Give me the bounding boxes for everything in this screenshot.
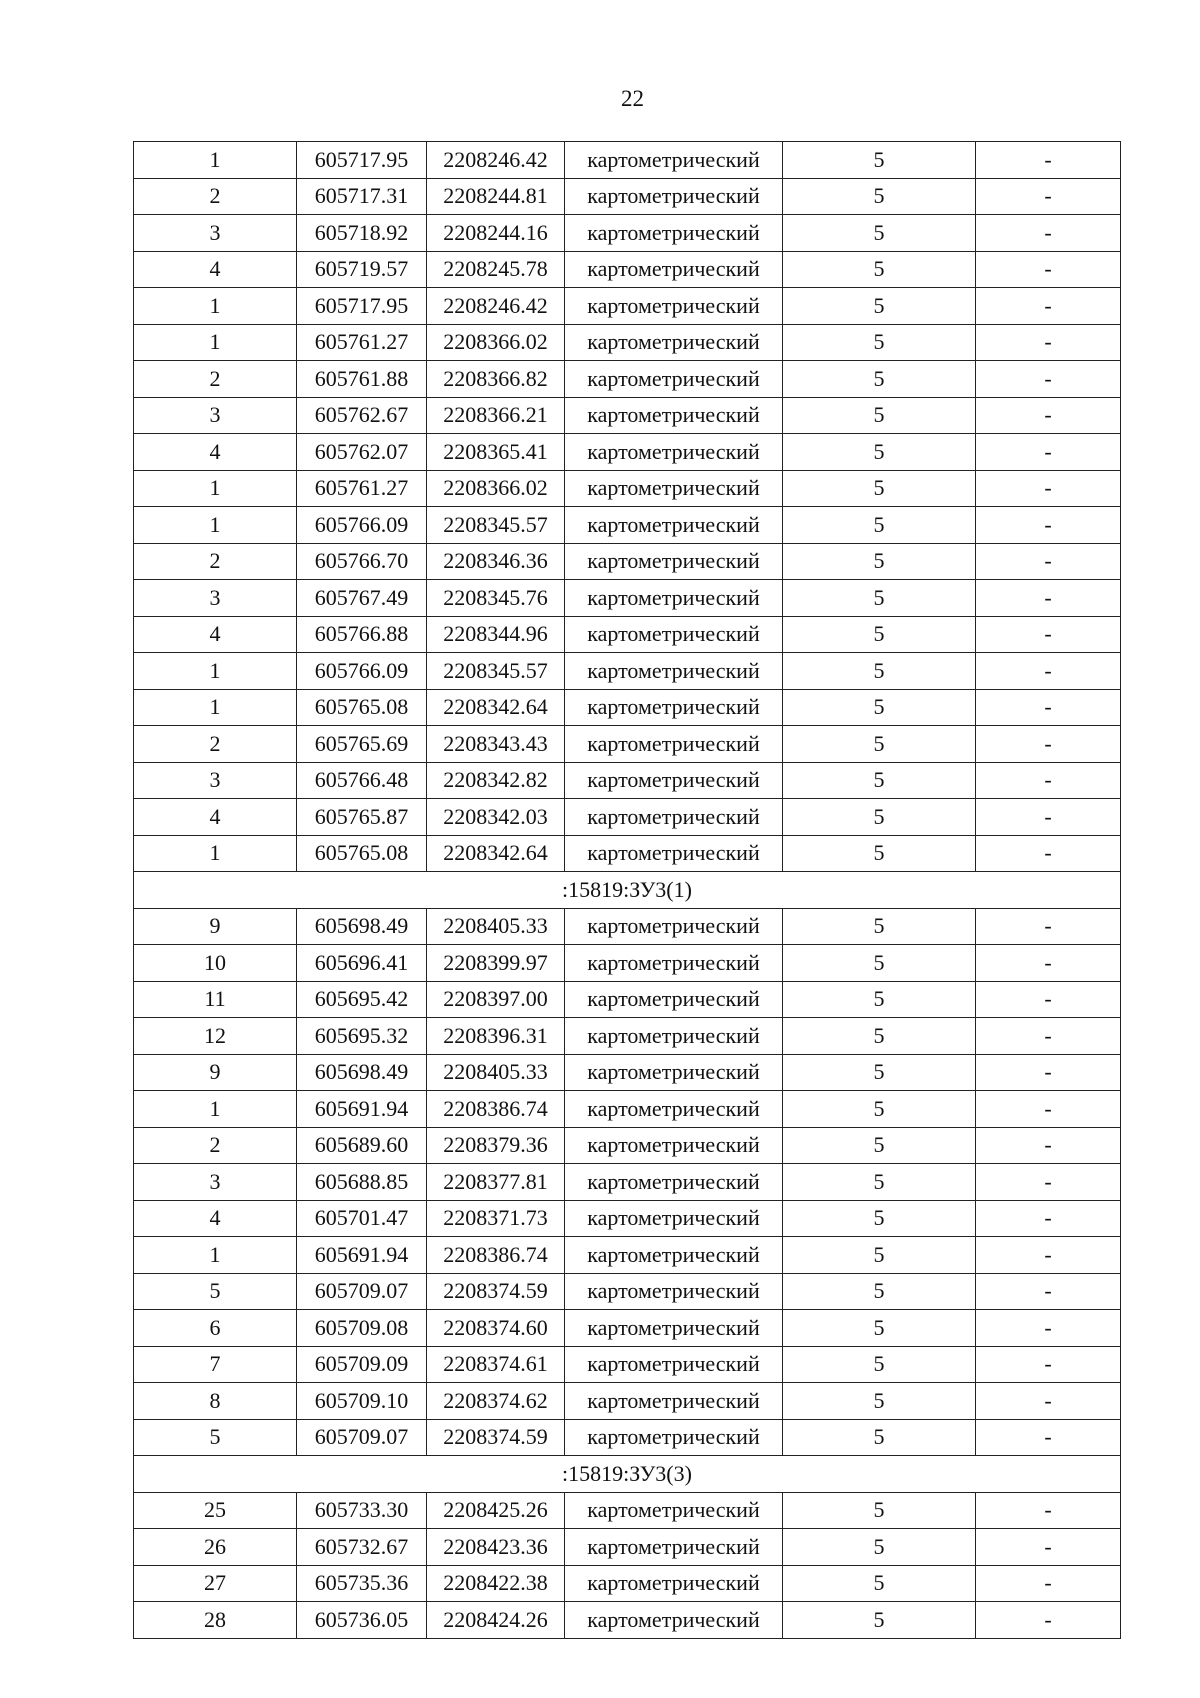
point-number-cell: 1: [134, 1091, 297, 1128]
x-coordinate-cell: 605689.60: [297, 1127, 427, 1164]
table-row: [134, 1346, 1121, 1383]
table-row: [134, 142, 1121, 179]
method-cell: картометрический: [565, 1529, 783, 1566]
table-row: [134, 1492, 1121, 1529]
accuracy-cell: 5: [783, 1602, 976, 1639]
x-coordinate-cell: 605761.27: [297, 470, 427, 507]
method-cell: картометрический: [565, 178, 783, 215]
point-number-cell: 25: [134, 1492, 297, 1529]
section-header-row: [134, 1456, 1121, 1493]
table-row: [134, 1091, 1121, 1128]
accuracy-cell: 5: [783, 762, 976, 799]
method-cell: картометрический: [565, 1419, 783, 1456]
y-coordinate-cell: 2208366.02: [427, 324, 565, 361]
y-coordinate-cell: 2208374.59: [427, 1419, 565, 1456]
table-row: [134, 1018, 1121, 1055]
accuracy-cell: 5: [783, 1529, 976, 1566]
accuracy-cell: 5: [783, 215, 976, 252]
method-cell: картометрический: [565, 689, 783, 726]
description-cell: -: [976, 1054, 1121, 1091]
accuracy-cell: 5: [783, 361, 976, 398]
point-number-cell: 12: [134, 1018, 297, 1055]
description-cell: -: [976, 762, 1121, 799]
y-coordinate-cell: 2208425.26: [427, 1492, 565, 1529]
y-coordinate-cell: 2208423.36: [427, 1529, 565, 1566]
method-cell: картометрический: [565, 507, 783, 544]
description-cell: -: [976, 799, 1121, 836]
accuracy-cell: 5: [783, 1237, 976, 1274]
y-coordinate-cell: 2208345.57: [427, 653, 565, 690]
x-coordinate-cell: 605761.88: [297, 361, 427, 398]
accuracy-cell: 5: [783, 1310, 976, 1347]
point-number-cell: 2: [134, 178, 297, 215]
table-row: [134, 945, 1121, 982]
x-coordinate-cell: 605688.85: [297, 1164, 427, 1201]
table-row: [134, 1529, 1121, 1566]
description-cell: -: [976, 1091, 1121, 1128]
method-cell: картометрический: [565, 251, 783, 288]
description-cell: -: [976, 397, 1121, 434]
description-cell: -: [976, 251, 1121, 288]
point-number-cell: 27: [134, 1565, 297, 1602]
table-row: [134, 288, 1121, 325]
x-coordinate-cell: 605735.36: [297, 1565, 427, 1602]
point-number-cell: 1: [134, 835, 297, 872]
point-number-cell: 4: [134, 434, 297, 471]
x-coordinate-cell: 605767.49: [297, 580, 427, 617]
x-coordinate-cell: 605762.67: [297, 397, 427, 434]
method-cell: картометрический: [565, 1273, 783, 1310]
y-coordinate-cell: 2208374.61: [427, 1346, 565, 1383]
x-coordinate-cell: 605718.92: [297, 215, 427, 252]
y-coordinate-cell: 2208405.33: [427, 1054, 565, 1091]
coordinates-table-body: [134, 142, 1121, 1639]
y-coordinate-cell: 2208345.57: [427, 507, 565, 544]
point-number-cell: 1: [134, 1237, 297, 1274]
coordinates-table: [133, 141, 1121, 1639]
table-row: [134, 1164, 1121, 1201]
y-coordinate-cell: 2208246.42: [427, 142, 565, 179]
accuracy-cell: 5: [783, 470, 976, 507]
point-number-cell: 3: [134, 580, 297, 617]
point-number-cell: 1: [134, 689, 297, 726]
x-coordinate-cell: 605695.42: [297, 981, 427, 1018]
accuracy-cell: 5: [783, 1054, 976, 1091]
accuracy-cell: 5: [783, 288, 976, 325]
description-cell: -: [976, 543, 1121, 580]
accuracy-cell: 5: [783, 397, 976, 434]
description-cell: -: [976, 908, 1121, 945]
x-coordinate-cell: 605691.94: [297, 1091, 427, 1128]
accuracy-cell: 5: [783, 251, 976, 288]
x-coordinate-cell: 605717.95: [297, 142, 427, 179]
table-row: [134, 689, 1121, 726]
method-cell: картометрический: [565, 288, 783, 325]
x-coordinate-cell: 605691.94: [297, 1237, 427, 1274]
method-cell: картометрический: [565, 1602, 783, 1639]
y-coordinate-cell: 2208342.82: [427, 762, 565, 799]
point-number-cell: 2: [134, 543, 297, 580]
x-coordinate-cell: 605701.47: [297, 1200, 427, 1237]
method-cell: картометрический: [565, 543, 783, 580]
method-cell: картометрический: [565, 945, 783, 982]
method-cell: картометрический: [565, 835, 783, 872]
description-cell: -: [976, 616, 1121, 653]
x-coordinate-cell: 605761.27: [297, 324, 427, 361]
description-cell: -: [976, 470, 1121, 507]
description-cell: -: [976, 324, 1121, 361]
method-cell: картометрический: [565, 616, 783, 653]
point-number-cell: 28: [134, 1602, 297, 1639]
point-number-cell: 4: [134, 251, 297, 288]
accuracy-cell: 5: [783, 689, 976, 726]
accuracy-cell: 5: [783, 543, 976, 580]
description-cell: -: [976, 1237, 1121, 1274]
method-cell: картометрический: [565, 215, 783, 252]
y-coordinate-cell: 2208342.64: [427, 689, 565, 726]
point-number-cell: 9: [134, 1054, 297, 1091]
x-coordinate-cell: 605695.32: [297, 1018, 427, 1055]
description-cell: -: [976, 1200, 1121, 1237]
point-number-cell: 3: [134, 762, 297, 799]
y-coordinate-cell: 2208379.36: [427, 1127, 565, 1164]
table-row: [134, 1565, 1121, 1602]
x-coordinate-cell: 605709.08: [297, 1310, 427, 1347]
y-coordinate-cell: 2208424.26: [427, 1602, 565, 1639]
y-coordinate-cell: 2208346.36: [427, 543, 565, 580]
point-number-cell: 2: [134, 726, 297, 763]
table-row: [134, 580, 1121, 617]
table-row: [134, 1602, 1121, 1639]
x-coordinate-cell: 605696.41: [297, 945, 427, 982]
method-cell: картометрический: [565, 361, 783, 398]
y-coordinate-cell: 2208345.76: [427, 580, 565, 617]
x-coordinate-cell: 605732.67: [297, 1529, 427, 1566]
section-label: :15819:ЗУ3(3): [134, 1456, 1121, 1493]
accuracy-cell: 5: [783, 1127, 976, 1164]
point-number-cell: 9: [134, 908, 297, 945]
x-coordinate-cell: 605698.49: [297, 908, 427, 945]
x-coordinate-cell: 605766.09: [297, 507, 427, 544]
method-cell: картометрический: [565, 1492, 783, 1529]
table-row: [134, 178, 1121, 215]
description-cell: -: [976, 215, 1121, 252]
accuracy-cell: 5: [783, 799, 976, 836]
y-coordinate-cell: 2208342.64: [427, 835, 565, 872]
section-header-row: [134, 872, 1121, 909]
point-number-cell: 11: [134, 981, 297, 1018]
table-row: [134, 1237, 1121, 1274]
accuracy-cell: 5: [783, 1419, 976, 1456]
accuracy-cell: 5: [783, 981, 976, 1018]
method-cell: картометрический: [565, 981, 783, 1018]
method-cell: картометрический: [565, 434, 783, 471]
description-cell: -: [976, 1018, 1121, 1055]
description-cell: -: [976, 945, 1121, 982]
description-cell: -: [976, 178, 1121, 215]
point-number-cell: 4: [134, 799, 297, 836]
point-number-cell: 1: [134, 470, 297, 507]
accuracy-cell: 5: [783, 726, 976, 763]
accuracy-cell: 5: [783, 1091, 976, 1128]
page-number: 22: [621, 86, 644, 111]
table-row: [134, 1310, 1121, 1347]
method-cell: картометрический: [565, 1200, 783, 1237]
x-coordinate-cell: 605765.08: [297, 835, 427, 872]
method-cell: картометрический: [565, 1018, 783, 1055]
description-cell: -: [976, 361, 1121, 398]
accuracy-cell: 5: [783, 434, 976, 471]
point-number-cell: 4: [134, 616, 297, 653]
accuracy-cell: 5: [783, 1346, 976, 1383]
description-cell: -: [976, 1273, 1121, 1310]
table-row: [134, 1419, 1121, 1456]
table-row: [134, 799, 1121, 836]
description-cell: -: [976, 434, 1121, 471]
method-cell: картометрический: [565, 580, 783, 617]
point-number-cell: 3: [134, 215, 297, 252]
accuracy-cell: 5: [783, 1200, 976, 1237]
y-coordinate-cell: 2208422.38: [427, 1565, 565, 1602]
table-row: [134, 361, 1121, 398]
description-cell: -: [976, 653, 1121, 690]
method-cell: картометрический: [565, 470, 783, 507]
x-coordinate-cell: 605765.08: [297, 689, 427, 726]
description-cell: -: [976, 1346, 1121, 1383]
x-coordinate-cell: 605709.09: [297, 1346, 427, 1383]
point-number-cell: 1: [134, 142, 297, 179]
x-coordinate-cell: 605766.88: [297, 616, 427, 653]
x-coordinate-cell: 605765.69: [297, 726, 427, 763]
method-cell: картометрический: [565, 1565, 783, 1602]
table-row: [134, 470, 1121, 507]
y-coordinate-cell: 2208399.97: [427, 945, 565, 982]
description-cell: -: [976, 1310, 1121, 1347]
y-coordinate-cell: 2208246.42: [427, 288, 565, 325]
y-coordinate-cell: 2208374.62: [427, 1383, 565, 1420]
x-coordinate-cell: 605733.30: [297, 1492, 427, 1529]
accuracy-cell: 5: [783, 616, 976, 653]
method-cell: картометрический: [565, 1237, 783, 1274]
y-coordinate-cell: 2208386.74: [427, 1237, 565, 1274]
description-cell: -: [976, 1127, 1121, 1164]
table-row: [134, 1383, 1121, 1420]
method-cell: картометрический: [565, 1346, 783, 1383]
point-number-cell: 2: [134, 361, 297, 398]
description-cell: -: [976, 1164, 1121, 1201]
y-coordinate-cell: 2208374.59: [427, 1273, 565, 1310]
accuracy-cell: 5: [783, 580, 976, 617]
y-coordinate-cell: 2208244.16: [427, 215, 565, 252]
point-number-cell: 10: [134, 945, 297, 982]
table-row: [134, 1054, 1121, 1091]
method-cell: картометрический: [565, 653, 783, 690]
table-row: [134, 726, 1121, 763]
accuracy-cell: 5: [783, 142, 976, 179]
method-cell: картометрический: [565, 799, 783, 836]
point-number-cell: 5: [134, 1419, 297, 1456]
method-cell: картометрический: [565, 1091, 783, 1128]
accuracy-cell: 5: [783, 1018, 976, 1055]
table-row: [134, 653, 1121, 690]
x-coordinate-cell: 605765.87: [297, 799, 427, 836]
table-row: [134, 1200, 1121, 1237]
point-number-cell: 26: [134, 1529, 297, 1566]
description-cell: -: [976, 1565, 1121, 1602]
x-coordinate-cell: 605709.07: [297, 1419, 427, 1456]
description-cell: -: [976, 1419, 1121, 1456]
table-row: [134, 1273, 1121, 1310]
accuracy-cell: 5: [783, 1565, 976, 1602]
table-row: [134, 616, 1121, 653]
accuracy-cell: 5: [783, 1383, 976, 1420]
description-cell: -: [976, 981, 1121, 1018]
description-cell: -: [976, 835, 1121, 872]
y-coordinate-cell: 2208366.82: [427, 361, 565, 398]
accuracy-cell: 5: [783, 835, 976, 872]
y-coordinate-cell: 2208344.96: [427, 616, 565, 653]
x-coordinate-cell: 605709.10: [297, 1383, 427, 1420]
method-cell: картометрический: [565, 1310, 783, 1347]
x-coordinate-cell: 605719.57: [297, 251, 427, 288]
method-cell: картометрический: [565, 726, 783, 763]
method-cell: картометрический: [565, 1054, 783, 1091]
accuracy-cell: 5: [783, 1273, 976, 1310]
x-coordinate-cell: 605717.95: [297, 288, 427, 325]
point-number-cell: 1: [134, 324, 297, 361]
x-coordinate-cell: 605766.09: [297, 653, 427, 690]
y-coordinate-cell: 2208377.81: [427, 1164, 565, 1201]
table-row: [134, 507, 1121, 544]
y-coordinate-cell: 2208366.02: [427, 470, 565, 507]
x-coordinate-cell: 605709.07: [297, 1273, 427, 1310]
point-number-cell: 6: [134, 1310, 297, 1347]
table-row: [134, 908, 1121, 945]
x-coordinate-cell: 605766.70: [297, 543, 427, 580]
y-coordinate-cell: 2208244.81: [427, 178, 565, 215]
y-coordinate-cell: 2208245.78: [427, 251, 565, 288]
description-cell: -: [976, 507, 1121, 544]
method-cell: картометрический: [565, 908, 783, 945]
description-cell: -: [976, 726, 1121, 763]
point-number-cell: 2: [134, 1127, 297, 1164]
point-number-cell: 4: [134, 1200, 297, 1237]
description-cell: -: [976, 689, 1121, 726]
point-number-cell: 3: [134, 1164, 297, 1201]
method-cell: картометрический: [565, 324, 783, 361]
point-number-cell: 8: [134, 1383, 297, 1420]
y-coordinate-cell: 2208342.03: [427, 799, 565, 836]
table-row: [134, 1127, 1121, 1164]
method-cell: картометрический: [565, 1383, 783, 1420]
y-coordinate-cell: 2208374.60: [427, 1310, 565, 1347]
x-coordinate-cell: 605736.05: [297, 1602, 427, 1639]
accuracy-cell: 5: [783, 507, 976, 544]
y-coordinate-cell: 2208371.73: [427, 1200, 565, 1237]
y-coordinate-cell: 2208366.21: [427, 397, 565, 434]
method-cell: картометрический: [565, 142, 783, 179]
point-number-cell: 5: [134, 1273, 297, 1310]
method-cell: картометрический: [565, 1164, 783, 1201]
table-row: [134, 835, 1121, 872]
description-cell: -: [976, 288, 1121, 325]
y-coordinate-cell: 2208343.43: [427, 726, 565, 763]
accuracy-cell: 5: [783, 324, 976, 361]
method-cell: картометрический: [565, 397, 783, 434]
x-coordinate-cell: 605717.31: [297, 178, 427, 215]
point-number-cell: 7: [134, 1346, 297, 1383]
description-cell: -: [976, 1602, 1121, 1639]
x-coordinate-cell: 605766.48: [297, 762, 427, 799]
accuracy-cell: 5: [783, 908, 976, 945]
description-cell: -: [976, 1492, 1121, 1529]
y-coordinate-cell: 2208405.33: [427, 908, 565, 945]
method-cell: картометрический: [565, 1127, 783, 1164]
x-coordinate-cell: 605762.07: [297, 434, 427, 471]
description-cell: -: [976, 142, 1121, 179]
description-cell: -: [976, 1383, 1121, 1420]
accuracy-cell: 5: [783, 1492, 976, 1529]
table-row: [134, 324, 1121, 361]
table-row: [134, 434, 1121, 471]
table-row: [134, 762, 1121, 799]
table-row: [134, 981, 1121, 1018]
point-number-cell: 1: [134, 288, 297, 325]
point-number-cell: 3: [134, 397, 297, 434]
description-cell: -: [976, 580, 1121, 617]
x-coordinate-cell: 605698.49: [297, 1054, 427, 1091]
method-cell: картометрический: [565, 762, 783, 799]
accuracy-cell: 5: [783, 653, 976, 690]
table-row: [134, 215, 1121, 252]
y-coordinate-cell: 2208386.74: [427, 1091, 565, 1128]
description-cell: -: [976, 1529, 1121, 1566]
table-row: [134, 543, 1121, 580]
y-coordinate-cell: 2208365.41: [427, 434, 565, 471]
point-number-cell: 1: [134, 653, 297, 690]
accuracy-cell: 5: [783, 1164, 976, 1201]
accuracy-cell: 5: [783, 178, 976, 215]
y-coordinate-cell: 2208396.31: [427, 1018, 565, 1055]
section-label: :15819:ЗУ3(1): [134, 872, 1121, 909]
accuracy-cell: 5: [783, 945, 976, 982]
point-number-cell: 1: [134, 507, 297, 544]
table-row: [134, 251, 1121, 288]
table-row: [134, 397, 1121, 434]
y-coordinate-cell: 2208397.00: [427, 981, 565, 1018]
